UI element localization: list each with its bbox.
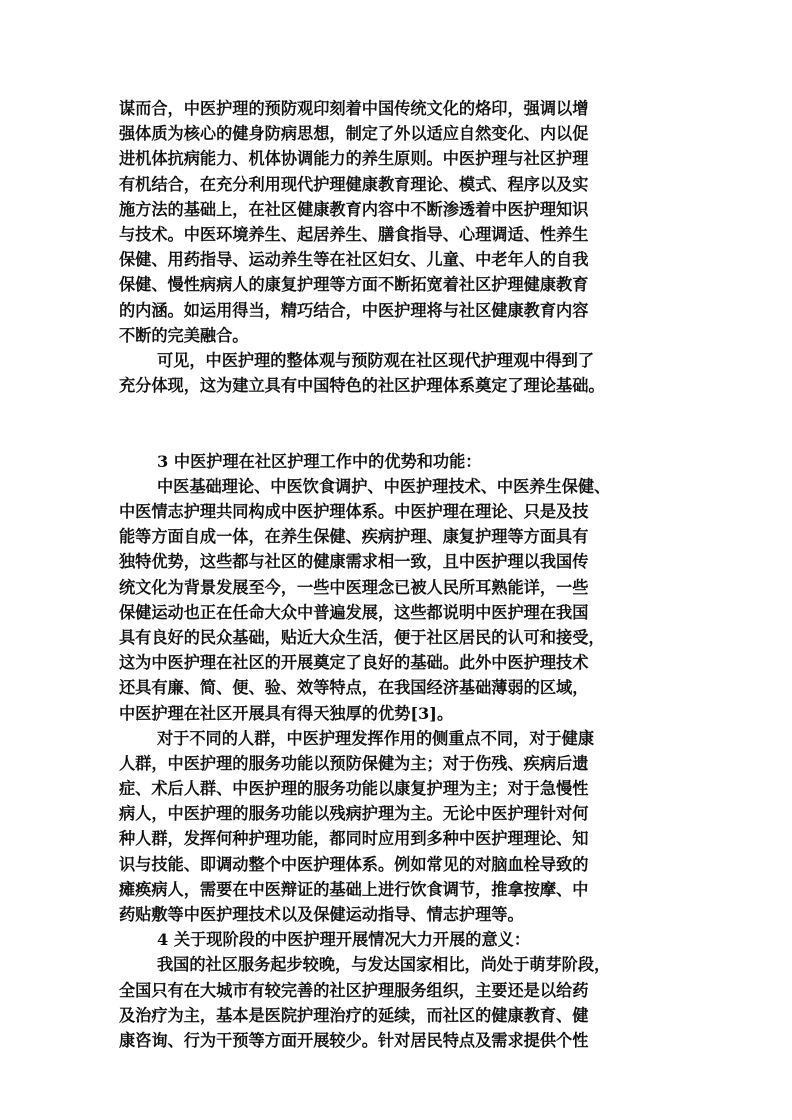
text-line: 施方法的基础上，在社区健康教育内容中不断渗透着中医护理知识	[119, 199, 589, 219]
text-line: 中医护理在社区开展具有得天独厚的优势[3]。	[119, 703, 454, 723]
text-line: 充分体现，这为建立具有中国特色的社区护理体系奠定了理论基础。	[119, 376, 605, 396]
text-line: 全国只有在大城市有较完善的社区护理服务组织，主要还是以给药	[119, 980, 589, 1000]
text-line: 进机体抗病能力、机体协调能力的养生原则。中医护理与社区护理	[119, 149, 589, 169]
paragraph-prevention-culture	[119, 96, 677, 348]
text-line: 保健运动也正在任命大众中普遍发展，这些都说明中医护理在我国	[119, 602, 589, 622]
text-line: 种人群，发挥何种护理功能，都同时应用到多种中医护理理论、知	[119, 829, 589, 849]
text-line: 病人，中医护理的服务功能以残病护理为主。无论中医护理针对何	[119, 804, 589, 824]
paragraph-conclusion	[119, 348, 677, 398]
paragraph-functions	[119, 726, 677, 928]
text-line: 能等方面自成一体，在养生保健、疾病护理、康复护理等方面具有	[119, 527, 589, 547]
text-line: 统文化为背景发展至今，一些中医理念已被人民所耳熟能详，一些	[119, 577, 589, 597]
paragraph-advantages	[119, 474, 677, 726]
text-line: 与技术。中医环境养生、起居养生、膳食指导、心理调适、性养生	[119, 224, 589, 244]
section-heading-3: 3 中医护理在社区护理工作中的优势和功能：	[157, 451, 482, 471]
text-line: 对于不同的人群，中医护理发挥作用的侧重点不同，对于健康	[157, 728, 595, 748]
blank-line	[119, 423, 677, 448]
paragraph-significance	[119, 952, 677, 1053]
text-line: 我国的社区服务起步较晚，与发达国家相比，尚处于萌芽阶段，	[157, 955, 611, 975]
text-line: 识与技能、即调动整个中医护理体系。例如常见的对脑血栓导致的	[119, 854, 589, 874]
text-line: 有机结合，在充分利用现代护理健康教育理论、模式、程序以及实	[119, 174, 589, 194]
text-line: 可见，中医护理的整体观与预防观在社区现代护理观中得到了	[157, 350, 595, 370]
text-line: 药贴敷等中医护理技术以及保健运动指导、情志护理等。	[119, 905, 524, 924]
text-line: 康咨询、行为干预等方面开展较少。针对居民特点及需求提供个性	[119, 1030, 589, 1050]
text-line: 瘫痪病人，需要在中医辩证的基础上进行饮食调节，推拿按摩、中	[119, 879, 589, 899]
text-line: 具有良好的民众基础，贴近大众生活，便于社区居民的认可和接受，	[119, 627, 605, 647]
blank-line	[119, 398, 677, 423]
text-line: 的内涵。如运用得当，精巧结合，中医护理将与社区健康教育内容	[119, 300, 589, 320]
text-line: 保健、用药指导、运动养生等在社区妇女、儿童、中老年人的自我	[119, 250, 589, 270]
body-text	[119, 96, 677, 1053]
section-heading-4: 4 关于现阶段的中医护理开展情况大力开展的意义：	[157, 930, 531, 950]
text-line: 还具有廉、简、便、验、效等特点，在我国经济基础薄弱的区域，	[119, 678, 589, 698]
text-line: 谋而合，中医护理的预防观印刻着中国传统文化的烙印，强调以增	[119, 99, 589, 118]
text-line: 中医情志护理共同构成中医护理体系。中医护理在理论、只是及技	[119, 502, 589, 521]
text-line: 中医基础理论、中医饮食调护、中医护理技术、中医养生保健、	[157, 476, 611, 496]
text-line: 强体质为核心的健身防病思想，制定了外以适应自然变化、内以促	[119, 124, 589, 144]
text-line: 独特优势，这些都与社区的健康需求相一致，且中医护理以我国传	[119, 552, 589, 572]
text-line: 人群，中医护理的服务功能以预防保健为主；对于伤残、疾病后遗	[119, 753, 589, 773]
text-line: 这为中医护理在社区的开展奠定了良好的基础。此外中医护理技术	[119, 653, 589, 673]
text-line: 症、术后人群、中医护理的服务功能以康复护理为主；对于急慢性	[119, 779, 589, 799]
text-line: 不断的完美融合。	[119, 325, 249, 345]
text-line: 及治疗为主，基本是医院护理治疗的延续，而社区的健康教育、健	[119, 1005, 589, 1025]
text-line: 保健、慢性病病人的康复护理等方面不断拓宽着社区护理健康教育	[119, 275, 589, 295]
